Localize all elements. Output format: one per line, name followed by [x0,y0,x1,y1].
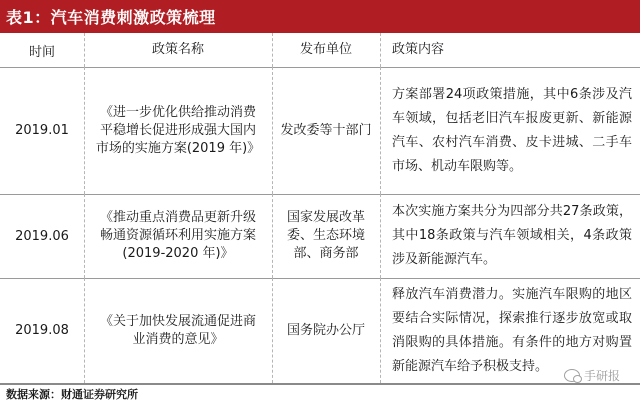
row-content: 本次实施方案共分为四部分共27条政策，其中18条政策与汽车领域相关，4条政策涉及新能源汽车。 [392,204,632,267]
column-divider [380,67,381,194]
row-time: 2019.01 [15,123,69,138]
header-unit: 发布单位 [299,42,352,57]
row-policy-name: 《推动重点消费品更新升级畅通资源循环利用实施方案(2019-2020 年)》 [99,210,256,261]
row-policy-name: 《进一步优化供给推动消费平稳增长促进形成强大国内市场的实施方案(2019 年)》 [95,104,261,156]
watermark [564,367,620,384]
wechat-icon [564,369,580,382]
column-divider [84,278,85,383]
row-time: 2019.06 [15,228,69,244]
column-divider [272,67,273,194]
column-divider [380,278,381,383]
header-name: 政策名称 [151,42,204,57]
column-divider [84,33,85,67]
watermark-text: 手研报 [583,369,620,383]
row-issuer: 国家发展改革委、生态环境部、商务部 [286,210,365,261]
row-content: 方案部署24项政策措施，其中6条涉及汽车领域，包括老旧汽车报废更新、新能源汽车、农村汽车消费、皮卡进城、二手车市场、机动车限购等。 [392,86,632,174]
row-issuer: 国务院办公厅 [286,322,365,338]
row-policy-name: 《关于加快发展流通促进商业消费的意见》 [99,313,256,347]
row-issuer: 发改委等十部门 [280,122,372,138]
data-source-note: 数据来源：财通证券研究所 [6,388,138,401]
table-row [0,278,640,385]
column-divider [84,194,85,278]
row-content: 释放汽车消费潜力。实施汽车限购的地区要结合实际情况，探索推行逐步放宽或取消限购的具体措施。有条件的地方对购置新能源汽车给予积极支持。 [392,286,632,374]
column-divider [272,278,273,383]
header-content: 政策内容 [392,42,445,57]
table-title: 表1：汽车消费刺激政策梳理 [0,0,640,33]
column-divider [380,194,381,278]
row-time: 2019.08 [15,323,69,338]
column-divider [380,33,381,67]
column-divider [84,67,85,194]
column-divider [272,194,273,278]
column-divider [272,33,273,67]
table-row [0,67,640,195]
header-time: 时间 [28,44,55,60]
table-row [0,194,640,279]
table-header-row [0,33,640,68]
